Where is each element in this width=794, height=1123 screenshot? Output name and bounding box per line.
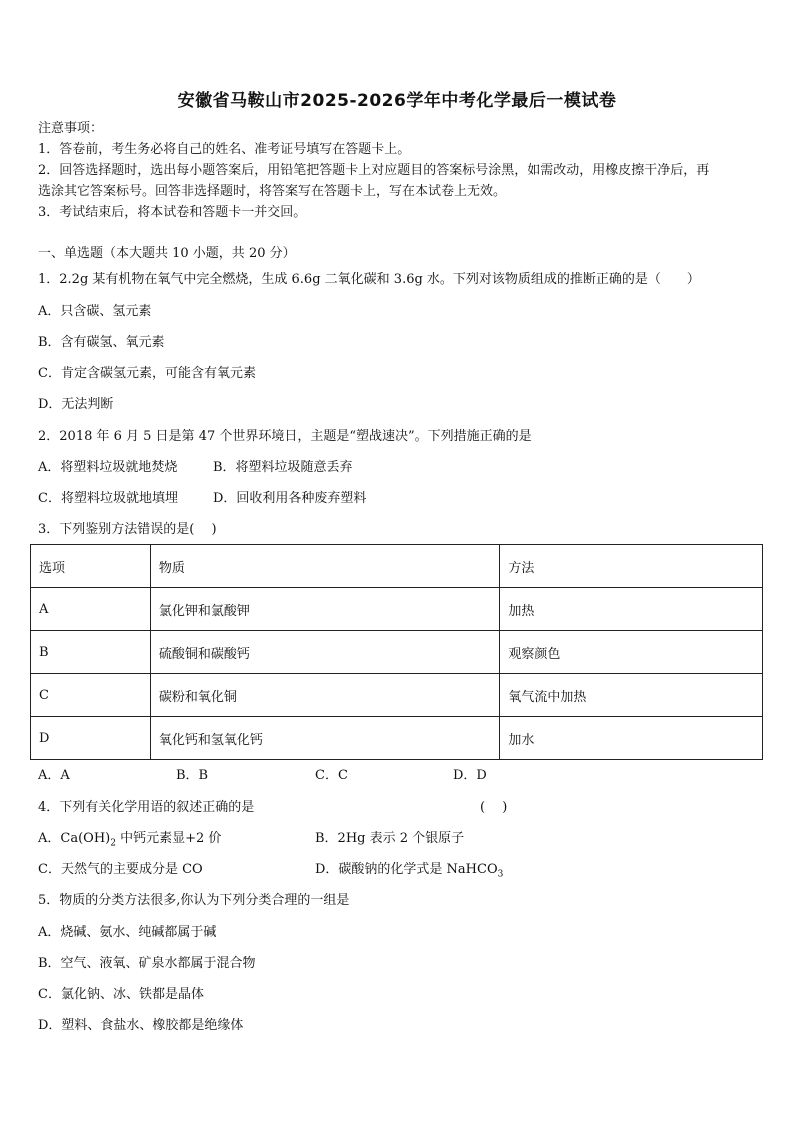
question-4-answer-paren: ( )	[480, 800, 508, 815]
table-cell: A	[31, 588, 151, 631]
question-4-option-d: D．碳酸钠的化学式是 NaHCO$_3$	[315, 862, 504, 880]
question-2-option-c: C．将塑料垃圾就地填埋	[38, 491, 178, 506]
question-3-option-a: A．A	[38, 768, 70, 783]
question-4-option-b: B．2Hg 表示 2 个银原子	[315, 831, 465, 846]
question-4-stem: 4．下列有关化学用语的叙述正确的是	[38, 800, 255, 815]
question-2-option-a: A．将塑料垃圾就地焚烧	[38, 460, 178, 475]
notice-item-3: 3．考试结束后，将本试卷和答题卡一并交回。	[38, 205, 307, 220]
exam-title: 安徽省马鞍山市2025-2026学年中考化学最后一模试卷	[177, 91, 617, 111]
question-4-option-c: C．天然气的主要成分是 CO	[38, 862, 203, 877]
question-5-stem: 5．物质的分类方法很多,你认为下列分类合理的一组是	[38, 893, 350, 908]
table-cell: 碳粉和氧化铜	[150, 674, 500, 717]
question-1-option-a: A．只含碳、氢元素	[38, 304, 152, 319]
question-3-table	[30, 544, 763, 760]
table-cell: 加水	[500, 717, 763, 760]
table-cell: C	[31, 674, 151, 717]
question-5-option-d: D．塑料、食盐水、橡胶都是绝缘体	[38, 1018, 244, 1033]
table-row	[31, 717, 763, 760]
table-cell: 硫酸铜和碳酸钙	[150, 631, 500, 674]
table-header-row	[31, 545, 763, 588]
question-5-option-a: A．烧碱、氨水、纯碱都属于碱	[38, 925, 217, 940]
question-3-option-c: C．C	[315, 768, 348, 783]
table-cell: 氧化钙和氢氧化钙	[150, 717, 500, 760]
table-row	[31, 588, 763, 631]
question-4-option-a: A．$Ca(OH)_2$ 中钙元素显+2 价	[38, 831, 222, 849]
question-3-option-b: B．B	[176, 768, 209, 783]
question-2-option-d: D．回收利用各种废弃塑料	[213, 491, 367, 506]
table-cell: 观察颜色	[500, 631, 763, 674]
table-header-cell: 选项	[31, 545, 151, 588]
table-row	[31, 631, 763, 674]
notice-item-2-cont: 选涂其它答案标号。回答非选择题时，将答案写在答题卡上，写在本试卷上无效。	[38, 184, 507, 199]
table-header-cell: 方法	[500, 545, 763, 588]
question-1-option-d: D．无法判断	[38, 397, 114, 412]
table-cell: B	[31, 631, 151, 674]
question-1-option-b: B．含有碳氢、氧元素	[38, 335, 165, 350]
question-1-option-c: C．肯定含碳氢元素，可能含有氧元素	[38, 366, 256, 381]
notice-item-2: 2．回答选择题时，选出每小题答案后，用铅笔把答题卡上对应题目的答案标号涂黑，如需改动，用橡皮擦干净后，再	[38, 163, 710, 178]
question-1-stem: 1．2.2g 某有机物在氧气中完全燃烧，生成 6.6g 二氧化碳和 3.6g 水。下列对该物质组成的推断正确的是（ ）	[38, 272, 700, 287]
table-cell: 氧气流中加热	[500, 674, 763, 717]
table-cell: 加热	[500, 588, 763, 631]
question-2-stem: 2．2018 年 6 月 5 日是第 47 个世界环境日，主题是“塑战速决”。下列措施正确的是	[38, 429, 532, 444]
table-cell: D	[31, 717, 151, 760]
table-row	[31, 674, 763, 717]
question-3-option-d: D．D	[453, 768, 487, 783]
table-header-cell: 物质	[150, 545, 500, 588]
question-5-option-c: C．氯化钠、冰、铁都是晶体	[38, 987, 204, 1002]
notice-heading: 注意事项：	[38, 121, 104, 136]
notice-item-1: 1．答卷前，考生务必将自己的姓名、准考证号填写在答题卡上。	[38, 142, 411, 157]
question-3-stem: 3．下列鉴别方法错误的是( )	[38, 522, 217, 537]
section-heading: 一、单选题（本大题共 10 小题，共 20 分）	[38, 246, 296, 261]
question-2-option-b: B．将塑料垃圾随意丢弃	[213, 460, 353, 475]
table-cell: 氯化钾和氯酸钾	[150, 588, 500, 631]
question-5-option-b: B．空气、液氧、矿泉水都属于混合物	[38, 956, 256, 971]
